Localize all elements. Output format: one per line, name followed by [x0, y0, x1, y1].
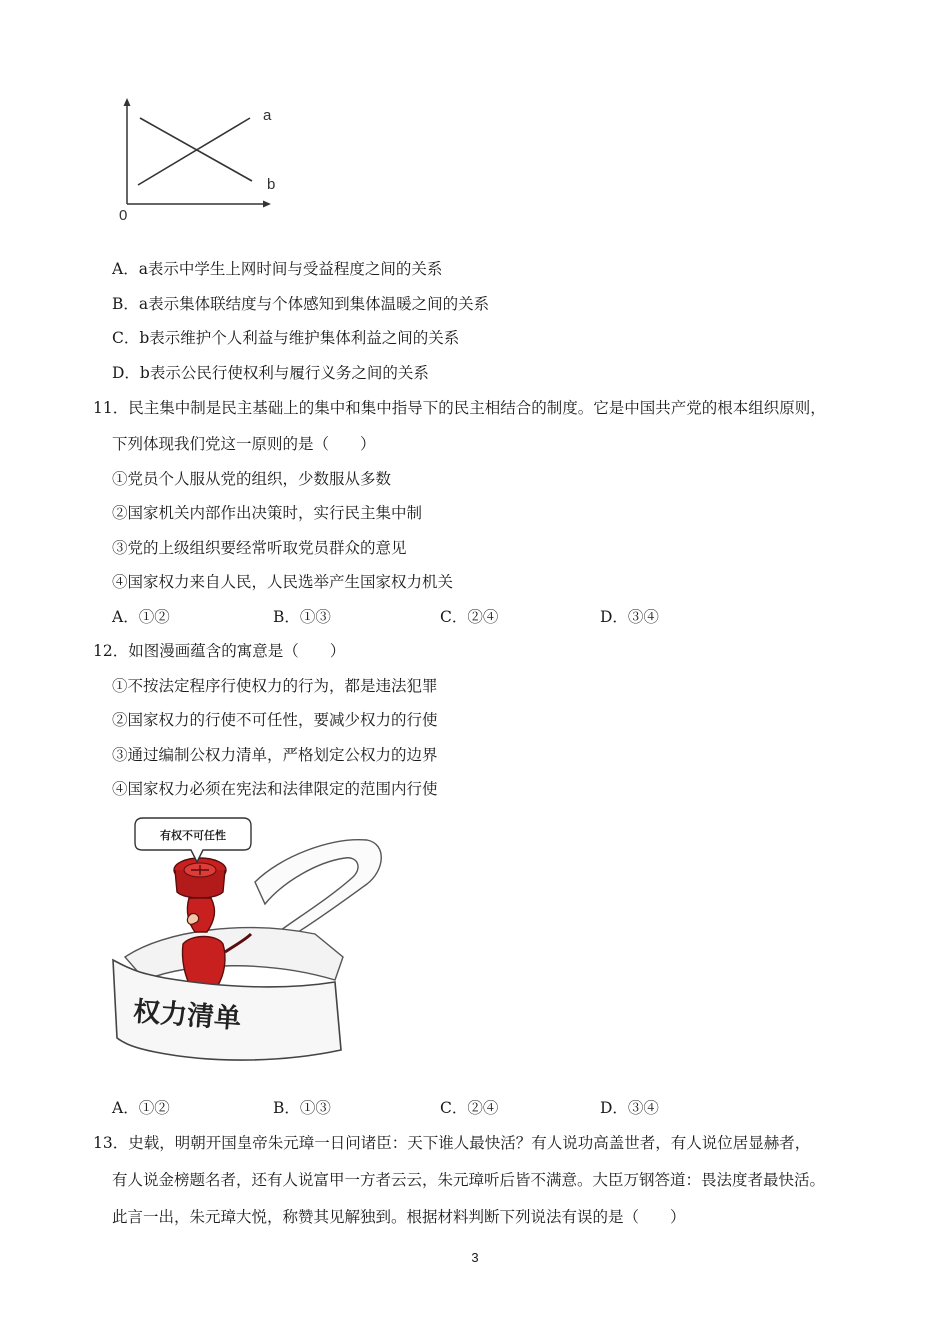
q10-option-c: C．b表示维护个人利益与维护集体利益之间的关系 [112, 329, 460, 347]
list-box-back [125, 928, 343, 980]
y-axis [124, 98, 131, 204]
power-list-cartoon [105, 812, 390, 1070]
q11-item-1: ①党员个人服从党的组织，少数服从多数 [112, 470, 392, 488]
page-number: 3 [471, 1250, 479, 1265]
speech-bubble [135, 818, 251, 862]
x-axis [127, 201, 271, 208]
q13-line2: 有人说金榜题名者，还有人说富甲一方者云云，朱元璋听后皆不满意。大臣万钢答道：畏法度者最快活。 [112, 1171, 826, 1189]
q12-option-d: D．③④ [600, 1099, 659, 1117]
list-box-label: 权力清单 [132, 996, 243, 1035]
q11-option-d: D．③④ [600, 608, 659, 626]
q10-option-d: D．b表示公民行使权利与履行义务之间的关系 [112, 364, 429, 382]
graph-origin-label: 0 [119, 207, 128, 224]
graph-line-b-label: b [267, 176, 276, 193]
q13-line1: 13．史载，明朝开国皇帝朱元璋一日问诸臣：天下谁人最快活？有人说功高盖世者，有人说位居显赫者， [93, 1134, 811, 1152]
q11-item-4: ④国家权力来自人民，人民选举产生国家权力机关 [112, 573, 454, 591]
line-a [138, 118, 250, 185]
q13-line3: 此言一出，朱元璋大悦，称赞其见解独到。根据材料判断下列说法有误的是（ ） [112, 1208, 686, 1226]
q11-option-b: B．①③ [273, 608, 331, 626]
q12-item-2: ②国家权力的行使不可任性，要减少权力的行使 [112, 711, 438, 729]
q12-option-a: A．①② [112, 1099, 170, 1117]
q11-stem-line2: 下列体现我们党这一原则的是（ ） [112, 435, 376, 453]
q11-option-c: C．②④ [440, 608, 499, 626]
q11-item-2: ②国家机关内部作出决策时，实行民主集中制 [112, 504, 423, 522]
graph-line-a-label: a [263, 107, 272, 124]
q11-stem-line1: 11．民主集中制是民主基础上的集中和集中指导下的民主相结合的制度。它是中国共产党的根本组织原则， [93, 399, 826, 417]
q12-option-c: C．②④ [440, 1099, 499, 1117]
q12-option-b: B．①③ [273, 1099, 331, 1117]
q12-item-3: ③通过编制公权力清单，严格划定公权力的边界 [112, 746, 438, 764]
q12-stem: 12．如图漫画蕴含的寓意是（ ） [93, 642, 346, 660]
speech-bubble-text: 有权不可任性 [160, 829, 226, 842]
q10-option-a: A．a表示中学生上网时间与受益程度之间的关系 [112, 260, 443, 278]
q10-option-b: B．a表示集体联结度与个体感知到集体温暖之间的关系 [112, 295, 490, 313]
q11-option-a: A．①② [112, 608, 170, 626]
q12-item-1: ①不按法定程序行使权力的行为，都是违法犯罪 [112, 677, 438, 695]
q12-item-4: ④国家权力必须在宪法和法律限定的范围内行使 [112, 780, 438, 798]
q11-item-3: ③党的上级组织要经常听取党员群众的意见 [112, 539, 407, 557]
relationship-graph [105, 92, 295, 227]
